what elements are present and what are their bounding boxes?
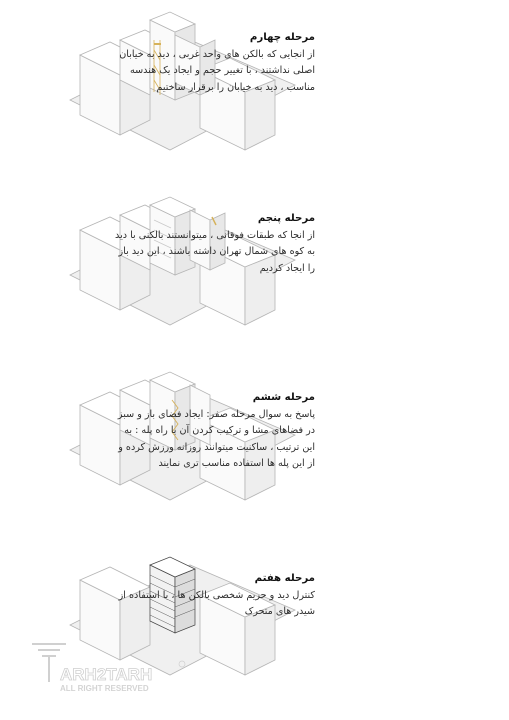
stage-6 [0, 350, 509, 520]
watermark-logo [30, 640, 190, 696]
watermark-tagline: ALL RIGHT RESERVED [60, 684, 149, 693]
stage-6-text [115, 390, 315, 472]
stage-6-body: پاسخ به سوال مرحله صفر: ایجاد فضای باز و سبز در فضاهای مشا و ترکیب کردن آن با راه پله : به این ترتیب ، ساکنیت میتوانند روزانه ورزش کرده و از این پله ها استفاده مناسب تری نمایند [117, 409, 315, 469]
stage-7-body: کنترل دید و حریم شخصی بالکن ها ، با استفاده از شیدر های متحرک [118, 590, 315, 618]
stage-4-text [115, 30, 315, 96]
watermark-brand: ARH2TARH [60, 665, 153, 684]
stage-5 [0, 175, 509, 345]
stage-5-body: از انجا که طبقات فوقانی ، میتوانستند بالکنی با دید به کوه های شمال تهران داشته باشند ، این دید باز را ایجاد کردیم [115, 230, 315, 274]
stage-4-body: از انجایی که بالکن های واحد غربی ، دید به خیابان اصلی نداشتند ، با تغییر حجم و ایجاد یک هندسه مناسب ، دید به خیابان را برقرار ساختیم [119, 49, 315, 93]
stage-7-text [115, 571, 315, 621]
stage-4-title: مرحله چهارم [249, 32, 315, 43]
stage-5-title: مرحله پنجم [257, 213, 315, 224]
watermark-emblem-icon [30, 640, 190, 696]
registered-mark-icon [179, 661, 185, 667]
stage-5-text [115, 211, 315, 277]
stage-7-title: مرحله هفتم [254, 573, 315, 584]
stage-6-title: مرحله ششم [252, 392, 315, 403]
stage-4 [0, 0, 509, 170]
